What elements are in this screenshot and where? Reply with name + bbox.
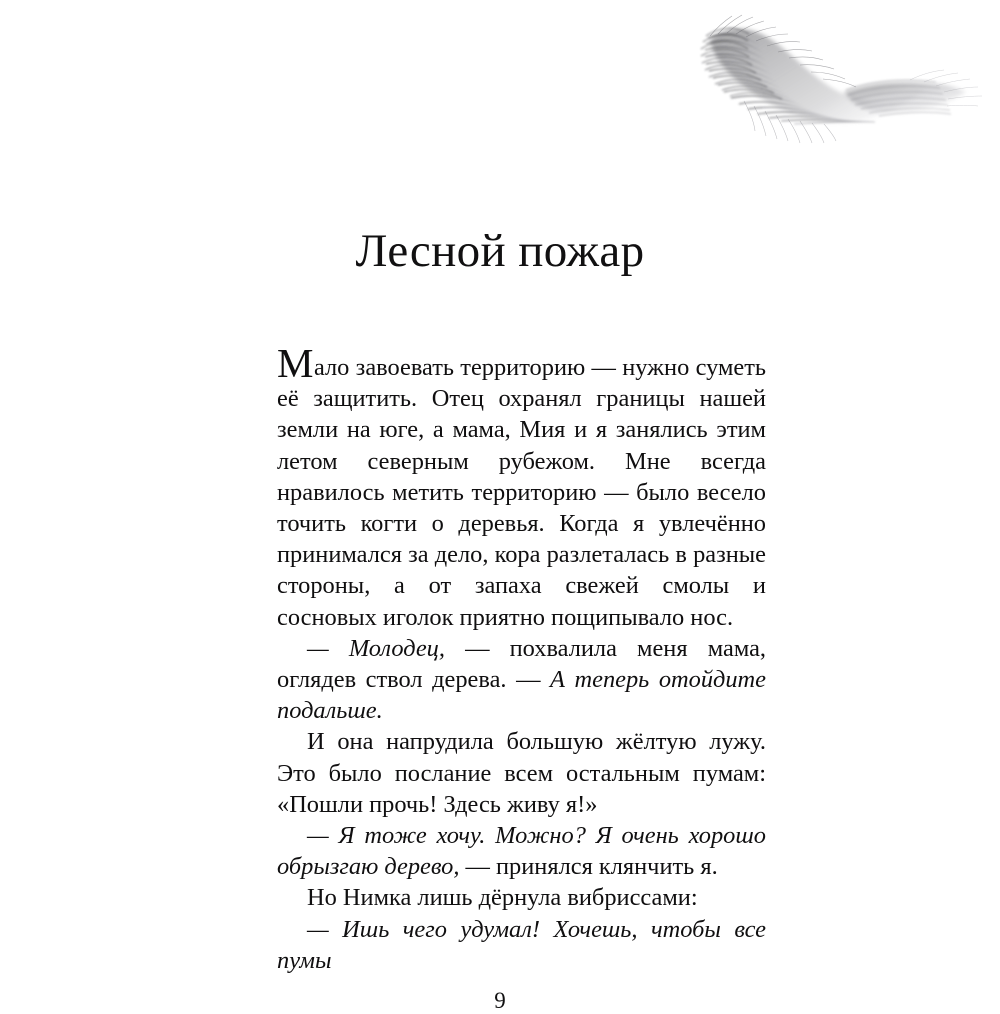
narration: — похвалила меня мама, оглядев ствол дерева. — <box>277 634 767 694</box>
dialogue-line: А теперь отойдите подальше. <box>277 666 766 725</box>
paragraph-1-text: ало завоевать территорию — нужно суметь её защитить. Отец охранял границы нашей земли на юге, а мама, Мия и я занялись этим летом северным рубежом. Мне всегда нравилось метить территорию — было весело точить когти о деревья. Когда я увлечённо принимался за дело, кора разлеталась в разные стороны, а от запаха свежей смолы и сосновых иголок приятно пощипывало нос. <box>277 354 766 631</box>
paragraph-3: И она напрудила большую жёлтую лужу. Это было послание всем остальным пумам: «Пошли прочь! Здесь живу я!» <box>277 728 766 818</box>
page-number: 9 <box>494 988 506 1013</box>
paragraph-5: Но Нимка лишь дёрнула вибриссами: <box>307 884 698 912</box>
paragraph-4 <box>277 820 766 882</box>
body-text <box>277 340 767 976</box>
puma-tail-drawing-icon <box>648 0 1000 185</box>
dialogue-line: — Молодец, <box>307 634 445 662</box>
drop-cap: М <box>277 340 314 386</box>
paragraph-2 <box>277 633 766 727</box>
chapter-title: Лесной пожар <box>355 225 645 278</box>
dialogue-line: — Я тоже хочу. Можно? Я очень хорошо обрызгаю дерево, <box>277 822 766 881</box>
paragraph-1 <box>277 340 766 633</box>
narration: — принялся клянчить я. <box>459 853 718 881</box>
paragraph-6 <box>277 914 766 976</box>
dialogue-line: — Ишь чего удумал! Хочешь, чтобы все пумы <box>277 915 766 974</box>
